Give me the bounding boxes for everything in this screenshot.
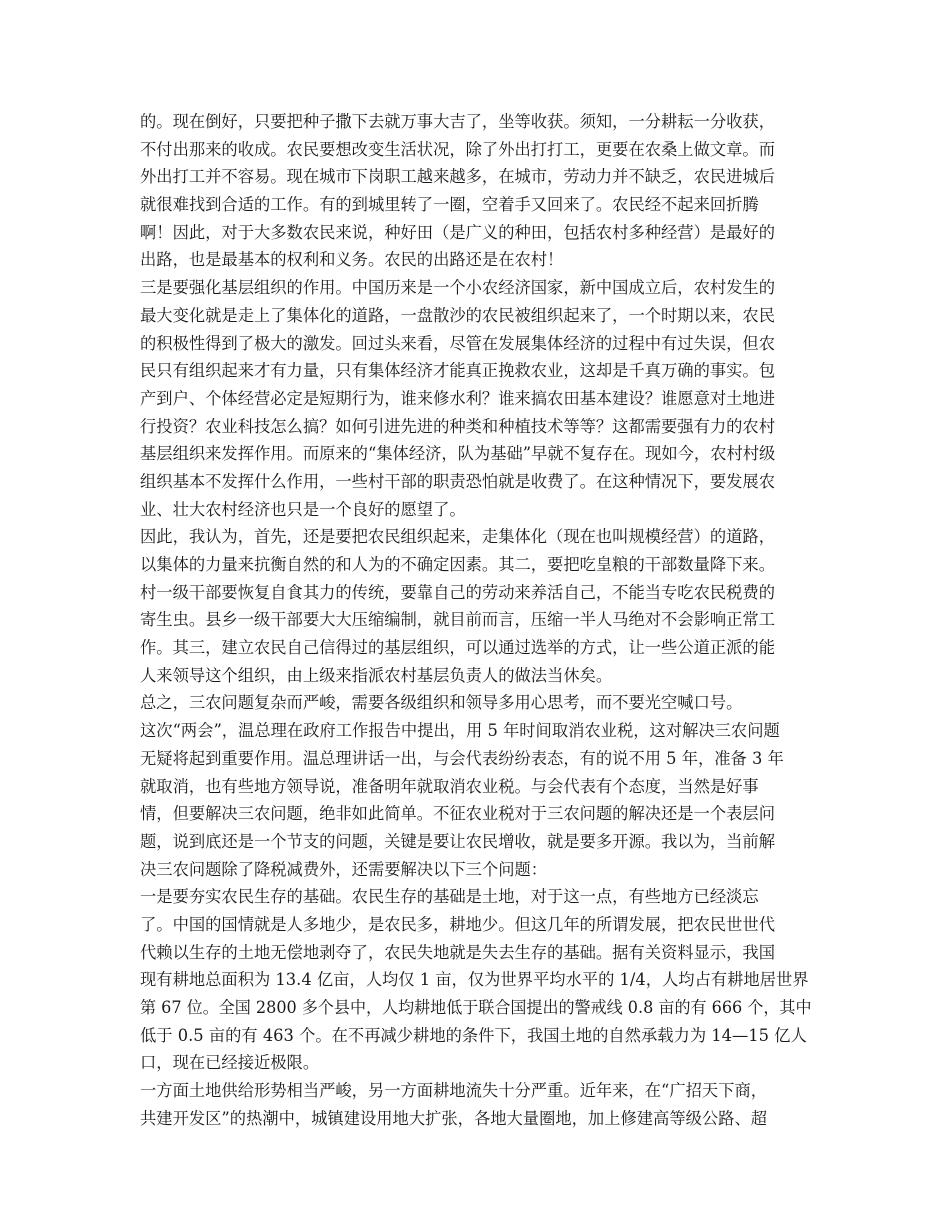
text-line: 代赖以生存的土地无偿地剥夺了，农民失地就是失去生存的基础。据有关资料显示，我国: [140, 942, 775, 962]
paragraph: [140, 883, 812, 1077]
text-line: 行投资？农业科技怎么搞？如何引进先进的种类和种植技术等等？这都需要强有力的农村: [140, 416, 775, 436]
text-line: 作。其三，建立农民自己信得过的基层组织，可以通过选举的方式，让一些公道正派的能: [140, 638, 775, 658]
text-line: 人来领导这个组织，由上级来指派农村基层负责人的做法当休矣。: [140, 665, 613, 685]
text-line: 村一级干部要恢复自食其力的传统，要靠自己的劳动来养活自己，不能当专吃农民税费的: [140, 582, 775, 602]
text-line: 外出打工并不容易。现在城市下岗职工越来越多，在城市，劳动力并不缺乏，农民进城后: [140, 167, 775, 187]
text-line: 出路，也是最基本的权利和义务。农民的出路还是在农村！: [140, 250, 564, 270]
document-body: [140, 108, 812, 1132]
text-line: 最大变化就是走上了集体化的道路，一盘散沙的农民被组织起来了，一个时期以来，农民: [140, 305, 775, 325]
text-line: 啊！因此，对于大多数农民来说，种好田（是广义的种田，包括农村多种经营）是最好的: [140, 222, 775, 242]
text-line: 情，但要解决三农问题，绝非如此简单。不征农业税对于三农问题的解决还是一个表层问: [140, 804, 775, 824]
text-line: 业、壮大农村经济也只是一个良好的愿望了。: [140, 499, 466, 519]
text-line: 基层组织来发挥作用。而原来的“集体经济，队为基础”早就不复存在。现如今，农村村级: [140, 444, 776, 464]
text-line: 民只有组织起来才有力量，只有集体经济才能真正挽救农业，这却是千真万确的事实。包: [140, 361, 775, 381]
text-line: 组织基本不发挥什么作用，一些村干部的职责恐怕就是收费了。在这种情况下，要发展农: [140, 471, 775, 491]
text-line: 不付出那来的收成。农民要想改变生活状况，除了外出打打工，更要在农桑上做文章。而: [140, 139, 775, 159]
text-line: 产到户、个体经营必定是短期行为，谁来修水利？谁来搞农田基本建设？谁愿意对土地进: [140, 388, 775, 408]
paragraph: [140, 717, 812, 883]
text-line: 了。中国的国情就是人多地少，是农民多，耕地少。但这几年的所谓发展，把农民世世代: [140, 914, 775, 934]
text-line: 三是要强化基层组织的作用。中国历来是一个小农经济国家，新中国成立后，农村发生的: [140, 278, 775, 298]
text-line: 这次“两会”，温总理在政府工作报告中提出，用 5 年时间取消农业税，这对解决三农问题: [140, 721, 780, 741]
text-line: 共建开发区”的热潮中，城镇建设用地大扩张，各地大量圈地，加上修建高等级公路、超: [140, 1108, 768, 1128]
paragraph: [140, 1077, 812, 1132]
text-line: 总之，三农问题复杂而严峻，需要各级组织和领导多用心思考，而不要光空喊口号。: [140, 693, 743, 713]
text-line: 就很难找到合适的工作。有的到城里转了一圈，空着手又回来了。农民经不起来回折腾: [140, 195, 759, 215]
paragraph: [140, 689, 812, 717]
text-line: 题，说到底还是一个节支的问题，关键是要让农民增收，就是要多开源。我以为，当前解: [140, 831, 775, 851]
text-line: 因此，我认为，首先，还是要把农民组织起来，走集体化（现在也叫规模经营）的道路，: [140, 527, 775, 547]
text-line: 第 67 位。全国 2800 多个县中，人均耕地低于联合国提出的警戒线 0.8 亩的有 666 个，其中: [140, 998, 812, 1017]
text-line: 以集体的力量来抗衡自然的和人为的不确定因素。其二，要把吃皇粮的干部数量降下来。: [140, 555, 775, 574]
text-line: 的。现在倒好，只要把种子撒下去就万事大吉了，坐等收获。须知，一分耕耘一分收获，: [140, 112, 775, 131]
text-line: 就取消，也有些地方领导说，准备明年就取消农业税。与会代表有个态度，当然是好事: [140, 776, 759, 796]
paragraph: [140, 108, 812, 274]
text-line: 一是要夯实农民生存的基础。农民生存的基础是土地，对于这一点，有些地方已经淡忘: [140, 887, 759, 907]
text-line: 决三农问题除了降税减费外，还需要解决以下三个问题：: [140, 859, 548, 879]
text-line: 现有耕地总面积为 13.4 亿亩，人均仅 1 亩，仅为世界平均水平的 1/4，人均占有耕地居世界: [140, 970, 809, 990]
text-line: 口，现在已经接近极限。: [140, 1053, 320, 1073]
text-line: 低于 0.5 亩的有 463 个。在不再减少耕地的条件下，我国土地的自然承载力为 14—15 亿人: [140, 1025, 807, 1045]
text-line: 寄生虫。县乡一级干部要大大压缩编制，就目前而言，压缩一半人马绝对不会影响正常工: [140, 610, 775, 630]
paragraph: [140, 274, 812, 523]
text-line: 的积极性得到了极大的激发。回过头来看，尽管在发展集体经济的过程中有过失误，但农: [140, 333, 775, 353]
paragraph: [140, 523, 812, 689]
text-line: 无疑将起到重要作用。温总理讲话一出，与会代表纷纷表态，有的说不用 5 年，准备 3 年: [140, 748, 784, 768]
text-line: 一方面土地供给形势相当严峻，另一方面耕地流失十分严重。近年来，在“广招天下商，: [140, 1081, 768, 1101]
